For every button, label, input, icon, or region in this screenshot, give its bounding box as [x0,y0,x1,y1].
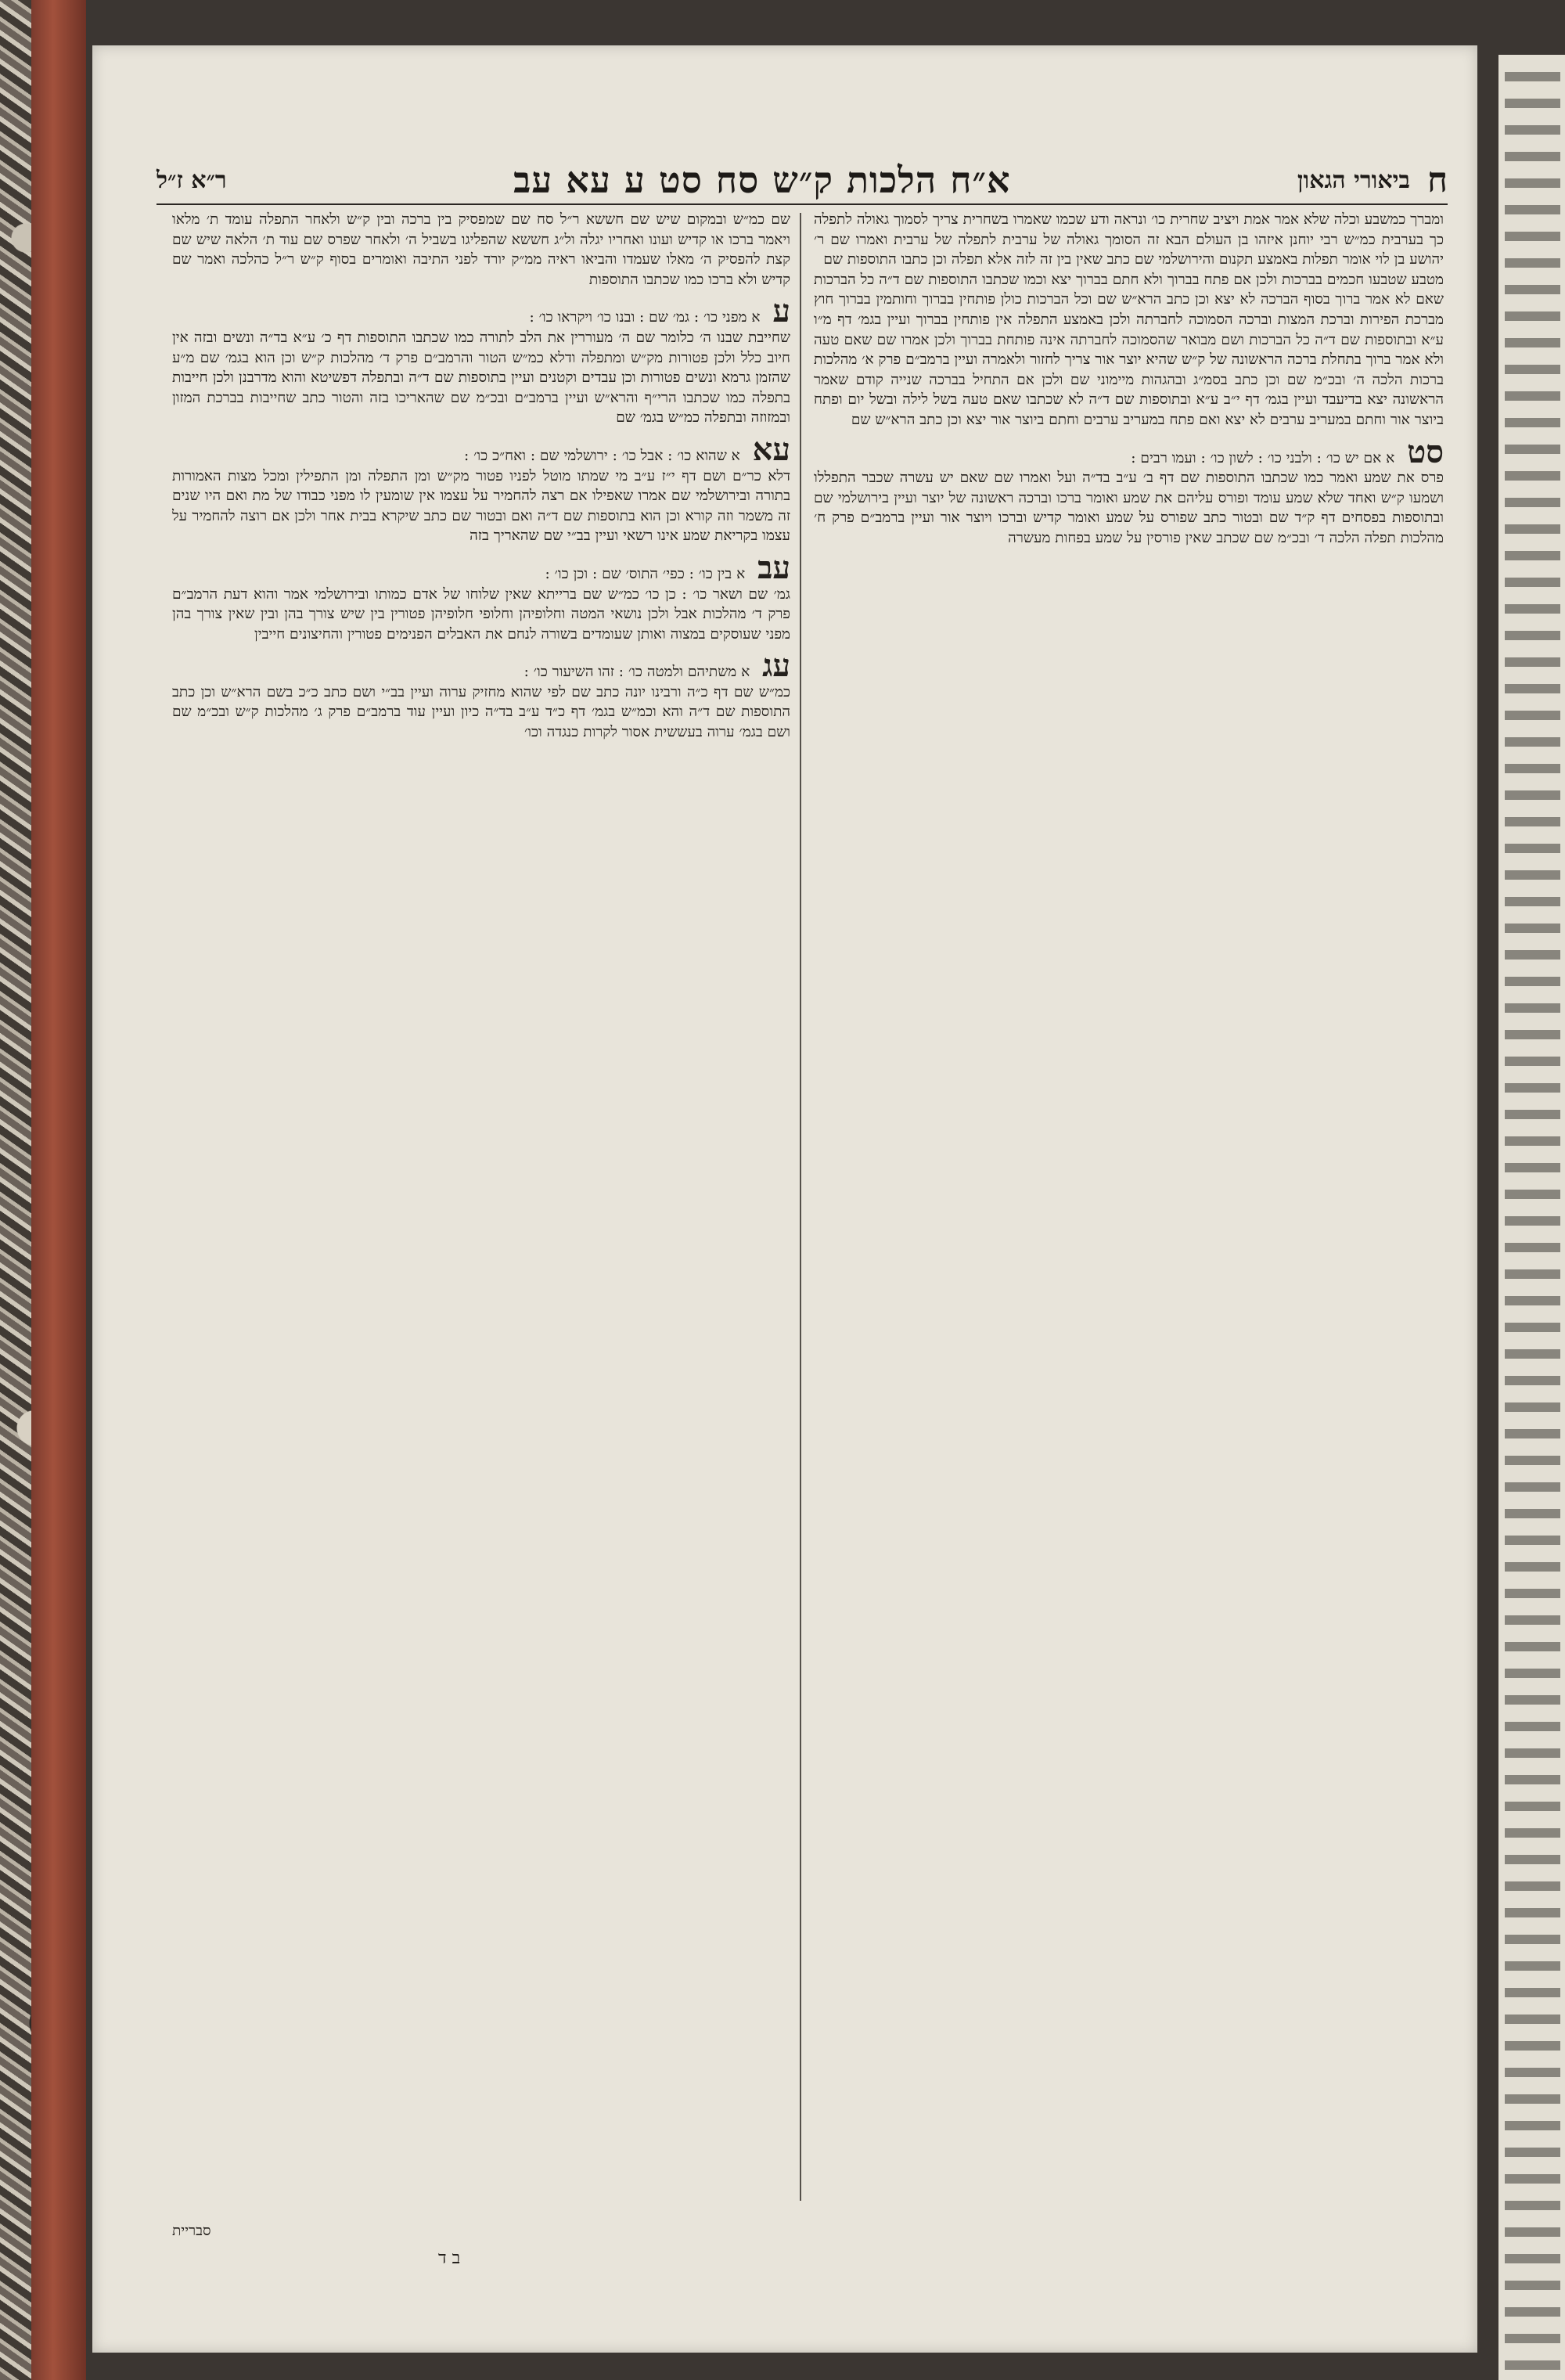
right-column-opening: ומברך כמשבע וכלה שלא אמר אמת ויציב שחרית כו׳ ונראה ודע שכמו שאמרו בשחרית צריך לסמוך גאולה לתפלה כך בערבית כמ״ש רבי יוחנן איזהו בן העולם הבא זה הסומך גאולה של ערבית לתפלה של ערבית ואמרו שם ר׳ יהושע בן לוי אומר תפלות באמצע תקנום והירושלמי שם כתב שאין בין זה לזה אלא תפלה וכן כתבו התוספות שם [814,211,1444,268]
section-text: פרס את שמע ואמר כמו שכתבו התוספות שם דף ב׳ ע״ב בד״ה ועל ואמרו שם שאם יש עשרה שכבר התפללו ושמעו ק״ש ואחד שלא שמע עומד ופורס עליהם את שמע ואומר ברכו וברכה ראשונה של יוצר ועיין בירושלמי שם ובתוספות בפסחים דף ק״ד שם ובטור כתב שפורס על שמע ואומר קדיש וברכו ויוצר אור ועיין ברמב״ם פרק ח׳ מהלכות תפלה הלכה ד׳ ובכ״מ שם שכתב שאין פורסין על שמע בפחות מעשרה [814,470,1444,546]
catchword: סבריית [172,2223,211,2239]
commentary-section [172,430,790,546]
commentary-section [172,293,790,428]
section-text: שחייבת שבנו ה׳ כלומר שם ה׳ מעוררין את הלב לתורה כמו שכתבו התוספות דף כ׳ ע״א בד״ה ונשים ובזה אין חיוב כלל ולכן פטורות מק״ש ומתפלה ודלא כמ״ש הטור והרמב״ם פרק ד׳ מהלכות ק״ש וכן הוא בגמ׳ שם מ״ע שהזמן גרמא ונשים פטורות וכן עבדים וקטנים ועיין בתוספות שם ד״ה ובתפלה דפשיטא והוא מדרבנן ולכן חייבות בתפלה כמו שכתבו הרי״ף והרא״ש ועיין ברמב״ם ובכ״מ שם שהאריכו בזה והטור כתב שחייבות בברכת המזון ובמזוזה ובתפלה כמ״ש בגמ׳ שם [172,329,790,427]
header-left-group [156,167,227,194]
book-spine-edge [31,0,86,2380]
page-header [156,153,1448,207]
running-title: א״ח הלכות ק״ש סח סט ע עא עב [513,159,1011,201]
commentary-section [814,433,1444,549]
section-lead: א אם יש כו׳ : ולבני כו׳ : לשון כו׳ : ועמו רבים : [1131,449,1395,466]
right-column-body: מטבע שטבעו חכמים בברכות ולכן אם פתח בברוך ולא חתם בברוך יצא וכמו שכתבו התוספות שם ד״ה כל הברכות שאם לא אמר ברוך בסוף הברכה לא יצא וכן כתב הרא״ש שם וכל הברכות כולן פותחין בברוך וחותמין בברוך חוץ מברכת הפירות וברכת המצות וברכה הסמוכה לחברתה ולכן באמצע התפלה אין פותחין בברוך ועיין בגמ׳ דף מ״ו ע״א ובתוספות שם ד״ה כל הברכות ושם מבואר שהסמוכה לחברתה אינה פותחת בברוך ולכן אמרו שם שאם טעה ולא אמר ברוך בתחלת ברכה הראשונה של ק״ש שהיא יוצר אור צריך לחזור ולאמרה ועיין ברמב״ם פרק א׳ מהלכות ברכות הלכה ה׳ ובכ״מ שם וכן כתב בסמ״ג ובהגהות מיימוני שם ולכן אם התחיל בברכה שנייה קודם שאמר הראשונה יצא בדיעבד ועיין בגמ׳ דף י״ב ע״א ובתוספות שם ד״ה לא שכתבו שאם טעה בשל לילה ובשל יום ופתח ביוצר אור וחתם במעריב ערבים לא יצא ואם פתח במעריב ערבים וחתם ביוצר אור יצא וכן כתב הרא״ש שם [814,271,1444,428]
section-text: דלא כר״ם ושם דף י״ז ע״ב מי שמתו מוטל לפניו פטור מק״ש ומן התפלה ומן התפילין ומכל מצות האמורות בתורה ובירושלמי שם אמרו שאפילו אם רצה להחמיר על עצמו אין שומעין לו מפני כבודו של מת ואם היו שנים זה משמר וזה קורא וכן הוא בתוספות שם ד״ה ואם ובטור שם כתב שיקרא בבית אחר ולכן אם רוצה להחמיר על עצמו בקריאת שמע אינו רשאי ועיין בב״י שם שהאריך בזה [172,467,790,545]
left-column-opening: שם כמ״ש ובמקום שיש שם חששא ר״ל סח שם שמפסיק בין ברכה ובין ק״ש ולאחר התפלה עומד ת׳ מלאו ויאמר ברכו או קדיש ועונו ואחריו יגלה ול״ג חששא שהפליגו בשביל ה׳ ולאחר שפרס שם עוד ת׳ הלאה שיש שם קצת להפסיק ה׳ מאלו שעמדו והביאו ראיה ממ״ק יורד לפני התיבה ואומרים בסוף ק״ש ר״ל כהלכה ואמר שם קדיש ולא ברכו כמו שכתבו התוספות [172,211,790,288]
section-marker: עב [757,549,790,586]
commentary-section [172,647,790,742]
column-divider [800,213,801,2201]
right-text-column [814,210,1444,2284]
section-lead: א שהוא כו׳ : אבל כו׳ : ירושלמי שם : ואח״כ כו׳ : [464,447,740,464]
header-rule [156,203,1448,205]
signature-mark: ב ד [438,2249,461,2268]
section-mark: ר״א ז״ל [156,166,227,194]
commentary-section [172,549,790,644]
section-text: גמ׳ שם ושאר כו׳ : כן כו׳ כמ״ש שם ברייתא שאין שלוחו של אדם כמותו ובירושלמי אמר והוא דעת הרמב״ם פרק ד׳ מהלכות אבל ולכן נושאי המטה וחלופיהן וחלופי חלופיהן פטורין בין שיש צורך בהן ובין שאין צורך בהן מפני שעוסקים במצוה ואותן שעומדים בשורה לנחם את האבלים הפנימים פטורין והחיצונים חייבין [172,585,790,643]
page-number-letter: ח [1426,160,1448,200]
section-marker: ע [772,293,790,330]
page-footer [172,2221,790,2241]
header-right-group [1297,160,1448,200]
commentary-title: ביאורי הגאון [1297,166,1410,194]
section-marker: עג [762,647,790,685]
section-lead: א משתיהם ולמטה כו׳ : זהו השיעור כו׳ : [523,664,750,681]
adjacent-page-edge [1498,55,1565,2380]
section-text: כמ״ש שם דף כ״ה ורבינו יונה כתב שם לפי שהוא מחזיק ערוה ועיין בב״י ושם כתב כ״כ בשם הרא״ש וכן כתב התוספות שם ד״ה והא וכמ״ש בגמ׳ דף כ״ד ע״ב בד״ה כיון ועיין עוד ברמב״ם פרק ג׳ מהלכות ק״ש ובכ״מ שם ושם בגמ׳ ערוה בעששית אסור לקרות כנגדה וכו׳ [172,683,790,741]
section-marker: סט [1407,433,1444,470]
left-text-column [172,210,790,2245]
section-marker: עא [752,430,790,468]
section-lead: א בין כו׳ : כפי׳ התוס׳ שם : וכן כו׳ : [545,565,746,582]
section-lead: א מפני כו׳ : גמ׳ שם : ובנו כו׳ ויקראו כו׳ : [529,309,761,326]
